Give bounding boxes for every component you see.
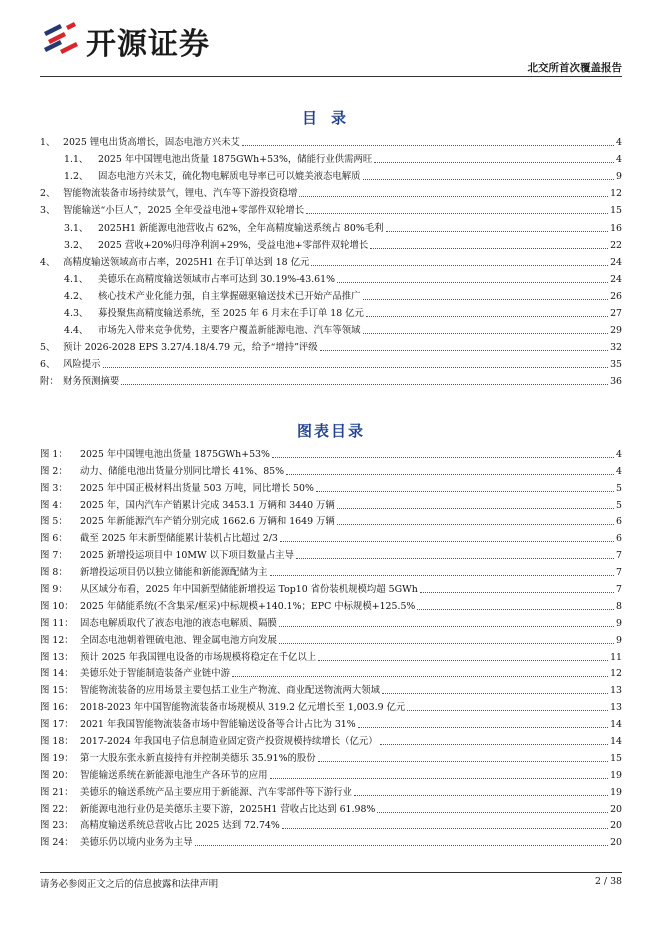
entry-text: 2025 营收+20%归母净利润+29%，受益电池+零部件双轮增长 <box>98 239 369 251</box>
entry-number: 图 21： <box>40 786 74 798</box>
entry-number: 图 5： <box>40 516 68 528</box>
figure-list-item[interactable] <box>40 747 622 764</box>
entry-text: 募投聚焦高精度输送系统，至 2025 年 6 月末在手订单 18 亿元 <box>98 308 364 320</box>
entry-text: 2025 年储能系统(不含集采/框采)中标规模+140.1%；EPC 中标规模+125.5% <box>80 600 416 612</box>
figure-list-item[interactable] <box>40 798 622 815</box>
entry-text: 固态电池方兴未艾，硫化物电解质电导率已可以媲美液态电解质 <box>98 171 361 183</box>
entry-text: 2021 年我国智能物流装备市场中智能输送设备等合计占比为 31% <box>80 719 356 731</box>
toc-entry[interactable] <box>40 268 622 285</box>
page-number: 24 <box>610 256 622 268</box>
table-of-contents <box>40 131 622 387</box>
page-number: 36 <box>610 376 622 388</box>
page-number: 4 <box>616 465 622 477</box>
page-number: 24 <box>610 273 622 285</box>
leader-dots <box>316 491 614 492</box>
leader-dots <box>279 643 614 644</box>
page-number: 19 <box>610 786 622 798</box>
page-number: 9 <box>616 617 622 629</box>
entry-text: 新增投运项目仍以独立储能和新能源配储为主 <box>80 567 268 579</box>
entry-text: 全固态电池朝着锂硫电池、锂金属电池方向发展 <box>80 634 277 646</box>
entry-text: 2025 年新能源汽车产销分别完成 1662.6 万辆和 1649 万辆 <box>80 516 335 528</box>
entry-text: 美德乐在高精度输送领域市占率可达到 30.19%-43.61% <box>98 273 336 285</box>
entry-number: 图 8： <box>40 567 68 579</box>
figure-list-item[interactable] <box>40 578 622 595</box>
figure-list-item[interactable] <box>40 477 622 494</box>
figure-list-item[interactable] <box>40 831 622 848</box>
leader-dots <box>306 213 608 214</box>
page-number: 20 <box>610 820 622 832</box>
page-number: 14 <box>610 736 622 748</box>
entry-text: 美德乐的输送系统产品主要应用于新能源、汽车零部件等下游行业 <box>80 786 352 798</box>
page-number: 27 <box>610 308 622 320</box>
figure-list-item[interactable] <box>40 544 622 561</box>
leader-dots <box>377 812 608 813</box>
entry-text: 截至 2025 年末新型储能累计装机占比超过 2/3 <box>80 533 278 545</box>
entry-text: 财务预测摘要 <box>63 376 120 388</box>
page-number: 12 <box>610 668 622 680</box>
brand-name: 开源证券 <box>86 27 210 62</box>
toc-entry[interactable] <box>40 234 622 251</box>
page-number: 8 <box>616 600 622 612</box>
leader-dots <box>320 350 608 351</box>
toc-entry[interactable] <box>40 131 622 148</box>
entry-number: 图 20： <box>40 769 74 781</box>
entry-number: 6、 <box>40 359 56 371</box>
toc-entry[interactable] <box>40 370 622 387</box>
leader-dots <box>232 676 608 677</box>
entry-number: 图 24： <box>40 837 74 849</box>
leader-dots <box>363 299 609 300</box>
page-number: 29 <box>610 325 622 337</box>
page-number: 6 <box>616 516 622 528</box>
leader-dots <box>358 727 608 728</box>
figure-list-item[interactable] <box>40 679 622 696</box>
entry-text: 高精度输送领域高市占率，2025H1 在手订单达到 18 亿元 <box>63 256 310 268</box>
leader-dots <box>280 541 614 542</box>
page-number: 7 <box>616 584 622 596</box>
leader-dots <box>270 575 615 576</box>
entry-text: 预计 2026-2028 EPS 3.27/4.18/4.79 元，给予“增持”评级 <box>63 342 318 354</box>
entry-text: 美德乐仍以境内业务为主导 <box>80 837 193 849</box>
leader-dots <box>370 248 608 249</box>
figure-list-item[interactable] <box>40 511 622 528</box>
page-number: 7 <box>616 567 622 579</box>
page-number: 14 <box>610 719 622 731</box>
leader-dots <box>311 265 608 266</box>
figure-list-item[interactable] <box>40 696 622 713</box>
figure-list-item[interactable] <box>40 494 622 511</box>
entry-number: 附： <box>40 376 59 388</box>
figure-list-item[interactable] <box>40 713 622 730</box>
figure-list-item[interactable] <box>40 561 622 578</box>
entry-text: 2017-2024 年我国电子信息制造业固定资产投资规模持续增长（亿元） <box>80 736 378 748</box>
page-indicator: 2 / 38 <box>594 876 622 887</box>
leader-dots <box>363 179 615 180</box>
leader-dots <box>407 710 608 711</box>
leader-dots <box>337 524 614 525</box>
toc-entry[interactable] <box>40 353 622 370</box>
figure-list-item[interactable] <box>40 815 622 832</box>
leader-dots <box>103 367 609 368</box>
figure-list <box>40 443 622 848</box>
entry-number: 图 15： <box>40 685 74 697</box>
entry-text: 高精度输送系统总营收占比 2025 达到 72.74% <box>80 820 280 832</box>
leader-dots <box>318 761 608 762</box>
page-number: 15 <box>610 205 622 217</box>
page-number: 9 <box>616 171 622 183</box>
page-number: 5 <box>616 499 622 511</box>
figure-list-item[interactable] <box>40 443 622 460</box>
toc-entry[interactable] <box>40 165 622 182</box>
entry-number: 图 7： <box>40 550 68 562</box>
entry-number: 4、 <box>40 256 56 268</box>
entry-text: 智能输送“小巨人”，2025 全年受益电池+零部件双轮增长 <box>63 205 305 217</box>
leader-dots <box>417 609 614 610</box>
page-number: 4 <box>616 137 622 149</box>
leader-dots <box>270 778 609 779</box>
toc-entry[interactable] <box>40 336 622 353</box>
leader-dots <box>296 558 614 559</box>
entry-number: 图 12： <box>40 634 74 646</box>
entry-text: 2025 年中国正极材料出货量 503 万吨，同比增长 50% <box>80 482 314 494</box>
entry-number: 图 3： <box>40 482 68 494</box>
entry-number: 图 9： <box>40 584 68 596</box>
entry-text: 预计 2025 年我国锂电设备的市场规模将稳定在千亿以上 <box>80 651 317 663</box>
page-number: 7 <box>616 550 622 562</box>
page-number: 22 <box>610 239 622 251</box>
entry-number: 图 11： <box>40 617 74 629</box>
leader-dots <box>242 145 614 146</box>
toc-entry[interactable] <box>40 285 622 302</box>
figure-list-title: 图表目录 <box>296 422 365 440</box>
footer-disclaimer: 请务必参阅正文之后的信息披露和法律声明 <box>40 879 219 890</box>
entry-text: 固态电解质取代了液态电池的液态电解质、隔膜 <box>80 617 277 629</box>
entry-text: 智能物流装备市场持续景气，锂电、汽车等下游投资稳增 <box>63 188 298 200</box>
header-divider <box>40 76 622 77</box>
leader-dots <box>282 828 608 829</box>
toc-entry[interactable] <box>40 319 622 336</box>
page-number: 20 <box>610 803 622 815</box>
entry-text: 智能输送系统在新能源电池生产各环节的应用 <box>80 769 268 781</box>
toc-title: 目录 <box>301 109 360 127</box>
page-number: 35 <box>610 359 622 371</box>
leader-dots <box>272 457 614 458</box>
entry-number: 3、 <box>40 205 56 217</box>
leader-dots <box>380 744 608 745</box>
entry-number: 图 22： <box>40 803 74 815</box>
page-number: 4 <box>616 448 622 460</box>
page-number: 11 <box>610 651 622 663</box>
entry-text: 市场先入带来竞争优势，主要客户覆盖新能源电池、汽车等领域 <box>98 325 361 337</box>
page-number: 16 <box>610 222 622 234</box>
entry-number: 4.4、 <box>64 325 89 337</box>
leader-dots <box>299 196 608 197</box>
entry-text: 智能物流装备的应用场景主要包括工业生产物流、商业配送物流两大领域 <box>80 685 381 697</box>
entry-number: 4.3、 <box>64 308 89 320</box>
figure-list-item[interactable] <box>40 646 622 663</box>
page-number: 32 <box>610 342 622 354</box>
page-number: 13 <box>610 702 622 714</box>
page-number: 13 <box>610 685 622 697</box>
figure-list-item[interactable] <box>40 629 622 646</box>
toc-entry[interactable] <box>40 148 622 165</box>
leader-dots <box>121 384 608 385</box>
footer-divider <box>40 872 622 873</box>
leader-dots <box>366 316 608 317</box>
page-number: 12 <box>610 188 622 200</box>
figure-list-item[interactable] <box>40 781 622 798</box>
entry-number: 3.2、 <box>64 239 89 251</box>
entry-number: 图 16： <box>40 702 74 714</box>
leader-dots <box>382 693 608 694</box>
entry-number: 图 18： <box>40 736 74 748</box>
entry-text: 从区域分布看，2025 年中国新型储能新增投运 Top10 省份装机规模均超 5GWh <box>80 584 418 596</box>
toc-entry[interactable] <box>40 302 622 319</box>
entry-text: 核心技术产业化能力强，自主掌握磁驱输送技术已开始产品推广 <box>98 290 361 302</box>
entry-number: 4.1、 <box>64 273 89 285</box>
leader-dots <box>354 795 608 796</box>
figure-list-item[interactable] <box>40 764 622 781</box>
entry-text: 风险提示 <box>63 359 101 371</box>
entry-text: 第一大股东张永新直接持有并控制美德乐 35.91%的股份 <box>80 752 316 764</box>
entry-number: 图 23： <box>40 820 74 832</box>
figure-list-item[interactable] <box>40 612 622 629</box>
entry-text: 新能源电池行业仍是美德乐主要下游，2025H1 营收占比达到 61.98% <box>80 803 376 815</box>
page-number: 5 <box>616 482 622 494</box>
leader-dots <box>386 231 609 232</box>
entry-number: 图 13： <box>40 651 74 663</box>
entry-number: 图 19： <box>40 752 74 764</box>
figure-list-item[interactable] <box>40 527 622 544</box>
entry-number: 图 2： <box>40 465 68 477</box>
entry-number: 图 17： <box>40 719 74 731</box>
page-number: 15 <box>610 752 622 764</box>
figure-list-item[interactable] <box>40 663 622 680</box>
entry-number: 1.1、 <box>64 154 89 166</box>
page-number: 4 <box>616 154 622 166</box>
leader-dots <box>318 660 608 661</box>
entry-number: 4.2、 <box>64 290 89 302</box>
entry-text: 动力、储能电池出货量分别同比增长 41%、85% <box>80 465 285 477</box>
entry-text: 2025 年，国内汽车产销累计完成 3453.1 万辆和 3440 万辆 <box>80 499 335 511</box>
entry-number: 图 14： <box>40 668 74 680</box>
leader-dots <box>279 626 614 627</box>
figure-list-item[interactable] <box>40 730 622 747</box>
toc-entry[interactable] <box>40 182 622 199</box>
entry-text: 美德乐处于智能制造装备产业链中游 <box>80 668 231 680</box>
leader-dots <box>195 845 609 846</box>
page-number: 6 <box>616 533 622 545</box>
page-number: 20 <box>610 837 622 849</box>
entry-number: 图 4： <box>40 499 68 511</box>
entry-text: 2025 年中国锂电池出货量 1875GWh+53%，储能行业供需两旺 <box>98 154 373 166</box>
toc-entry[interactable] <box>40 216 622 233</box>
entry-number: 3.1、 <box>64 222 89 234</box>
entry-number: 图 1： <box>40 448 68 460</box>
page-number: 9 <box>616 634 622 646</box>
page-number: 19 <box>610 769 622 781</box>
entry-text: 2025H1 新能源电池营收占 62%，全年高精度输送系统占 80%毛利 <box>98 222 384 234</box>
page-header <box>0 0 662 80</box>
entry-number: 5、 <box>40 342 56 354</box>
leader-dots <box>337 282 608 283</box>
entry-text: 2025 锂电出货高增长，固态电池方兴未艾 <box>63 137 240 149</box>
entry-number: 1.2、 <box>64 171 89 183</box>
leader-dots <box>420 592 614 593</box>
page-number: 26 <box>610 290 622 302</box>
kaiyuan-logo-icon <box>40 20 82 60</box>
leader-dots <box>286 474 614 475</box>
leader-dots <box>337 508 614 509</box>
entry-number: 2、 <box>40 188 56 200</box>
figure-list-item[interactable] <box>40 595 622 612</box>
entry-number: 图 10： <box>40 600 74 612</box>
entry-text: 2025 年中国锂电池出货量 1875GWh+53% <box>80 448 270 460</box>
report-type-label: 北交所首次覆盖报告 <box>527 62 622 74</box>
entry-text: 2018-2023 年中国智能物流装备市场规模从 319.2 亿元增长至 1,003.9 亿元 <box>80 702 406 714</box>
leader-dots <box>363 333 609 334</box>
entry-number: 图 6： <box>40 533 68 545</box>
figure-list-item[interactable] <box>40 460 622 477</box>
toc-entry[interactable] <box>40 251 622 268</box>
leader-dots <box>374 162 614 163</box>
entry-text: 2025 新增投运项目中 10MW 以下项目数量占主导 <box>80 550 294 562</box>
toc-entry[interactable] <box>40 199 622 216</box>
entry-number: 1、 <box>40 137 56 149</box>
